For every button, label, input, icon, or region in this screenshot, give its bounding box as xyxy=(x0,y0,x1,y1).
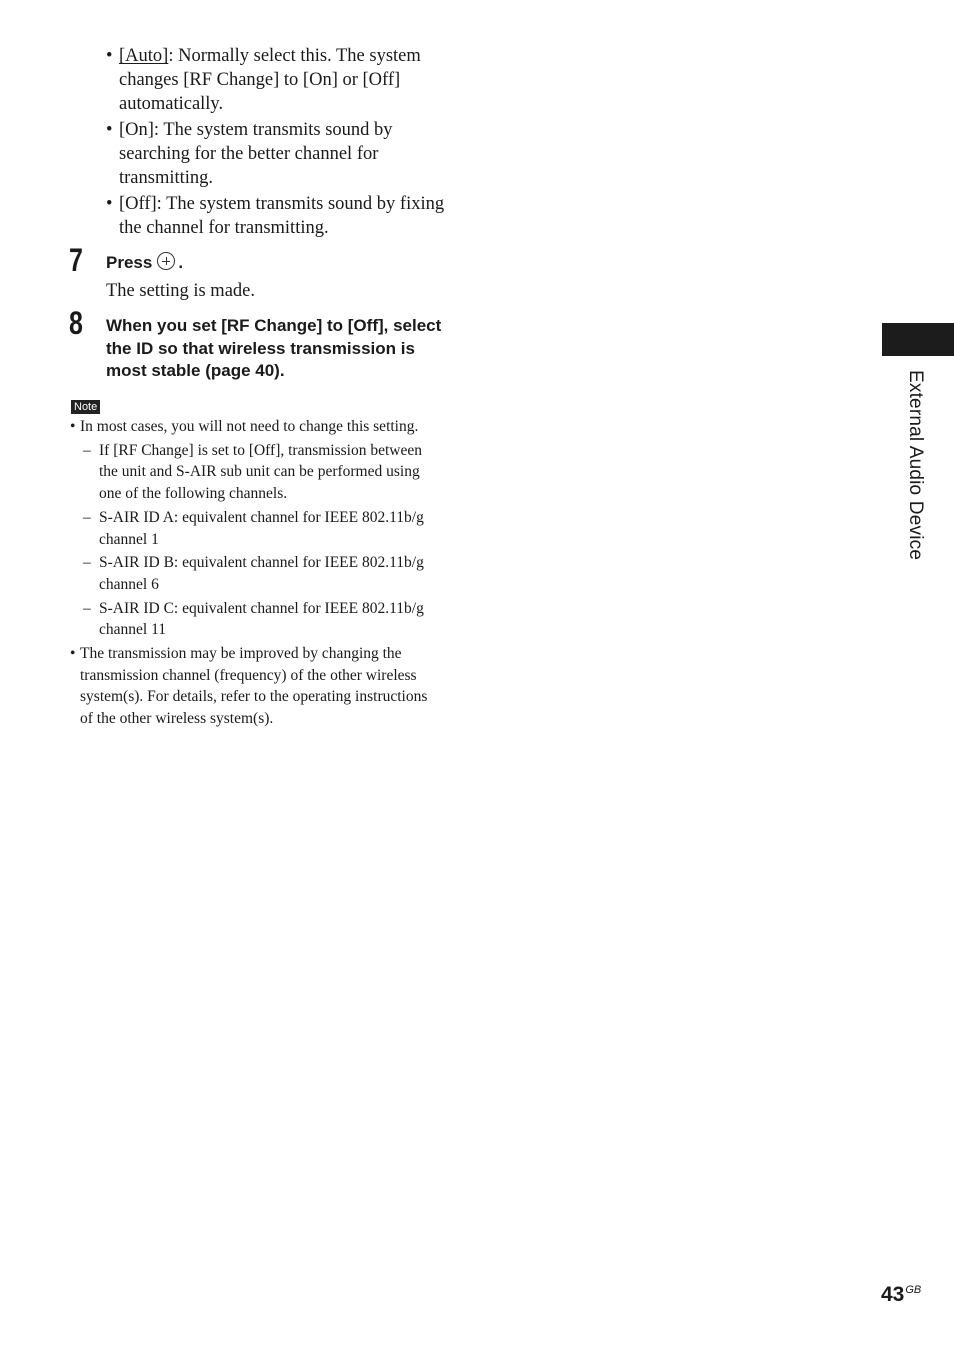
step-7-heading-text: Press xyxy=(106,253,153,272)
note-item xyxy=(70,643,442,730)
note-subitem xyxy=(70,440,442,505)
bullet: • xyxy=(70,418,76,435)
bullet: • xyxy=(70,645,76,663)
note-subitem xyxy=(70,598,442,641)
option-text: : Normally select this. The system changes [RF Change] to [On] or [Off] automatically. xyxy=(119,46,421,114)
option-list xyxy=(106,44,446,242)
note-text: If [RF Change] is set to [Off], transmission between the unit and S-AIR sub unit can be performed using one of the following channels. xyxy=(99,441,423,503)
note-label: Note xyxy=(71,400,100,414)
dash: – xyxy=(83,599,91,617)
page-number xyxy=(881,1283,921,1307)
option-off xyxy=(106,192,446,240)
dash: – xyxy=(83,508,91,526)
step-7-body: The setting is made. xyxy=(106,281,255,301)
note-subitem xyxy=(70,507,442,550)
note-list xyxy=(70,416,442,732)
note-subitem xyxy=(70,552,442,595)
step-7-heading xyxy=(106,252,451,275)
note-text: In most cases, you will not need to change this setting. xyxy=(80,418,419,435)
enter-button-icon xyxy=(157,252,175,270)
bullet: • xyxy=(106,120,113,140)
step-7-number: 7 xyxy=(69,242,83,278)
step-8-heading: When you set [RF Change] to [Off], select the ID so that wireless transmission is most stable (page 40). xyxy=(106,316,442,380)
note-text: S-AIR ID A: equivalent channel for IEEE 802.11b/g channel 1 xyxy=(99,508,424,548)
page-number-value: 43 xyxy=(881,1283,905,1306)
dash: – xyxy=(83,441,91,459)
option-on xyxy=(106,118,446,190)
dash: – xyxy=(83,554,91,572)
bullet: • xyxy=(106,194,113,214)
section-label: External Audio Device xyxy=(905,370,926,561)
option-auto xyxy=(106,44,446,116)
step-8-number: 8 xyxy=(69,305,83,341)
option-text: [On]: The system transmits sound by searching for the better channel for transmitting. xyxy=(119,120,393,188)
option-text: [Off]: The system transmits sound by fixing the channel for transmitting. xyxy=(119,194,445,238)
note-text: S-AIR ID C: equivalent channel for IEEE 802.11b/g channel 11 xyxy=(99,599,424,639)
note-item xyxy=(70,416,442,438)
note-text: The transmission may be improved by changing the transmission channel (frequency) of the other wireless system(s). For details, refer to the operating instructions of the other wireless system(s). xyxy=(80,645,428,728)
section-tab-marker xyxy=(882,323,954,356)
page-number-suffix: GB xyxy=(905,1284,922,1296)
note-text: S-AIR ID B: equivalent channel for IEEE 802.11b/g channel 6 xyxy=(99,554,424,593)
bullet: • xyxy=(106,46,113,66)
step-7-heading-end: . xyxy=(178,253,184,272)
option-term: [Auto] xyxy=(119,46,169,66)
